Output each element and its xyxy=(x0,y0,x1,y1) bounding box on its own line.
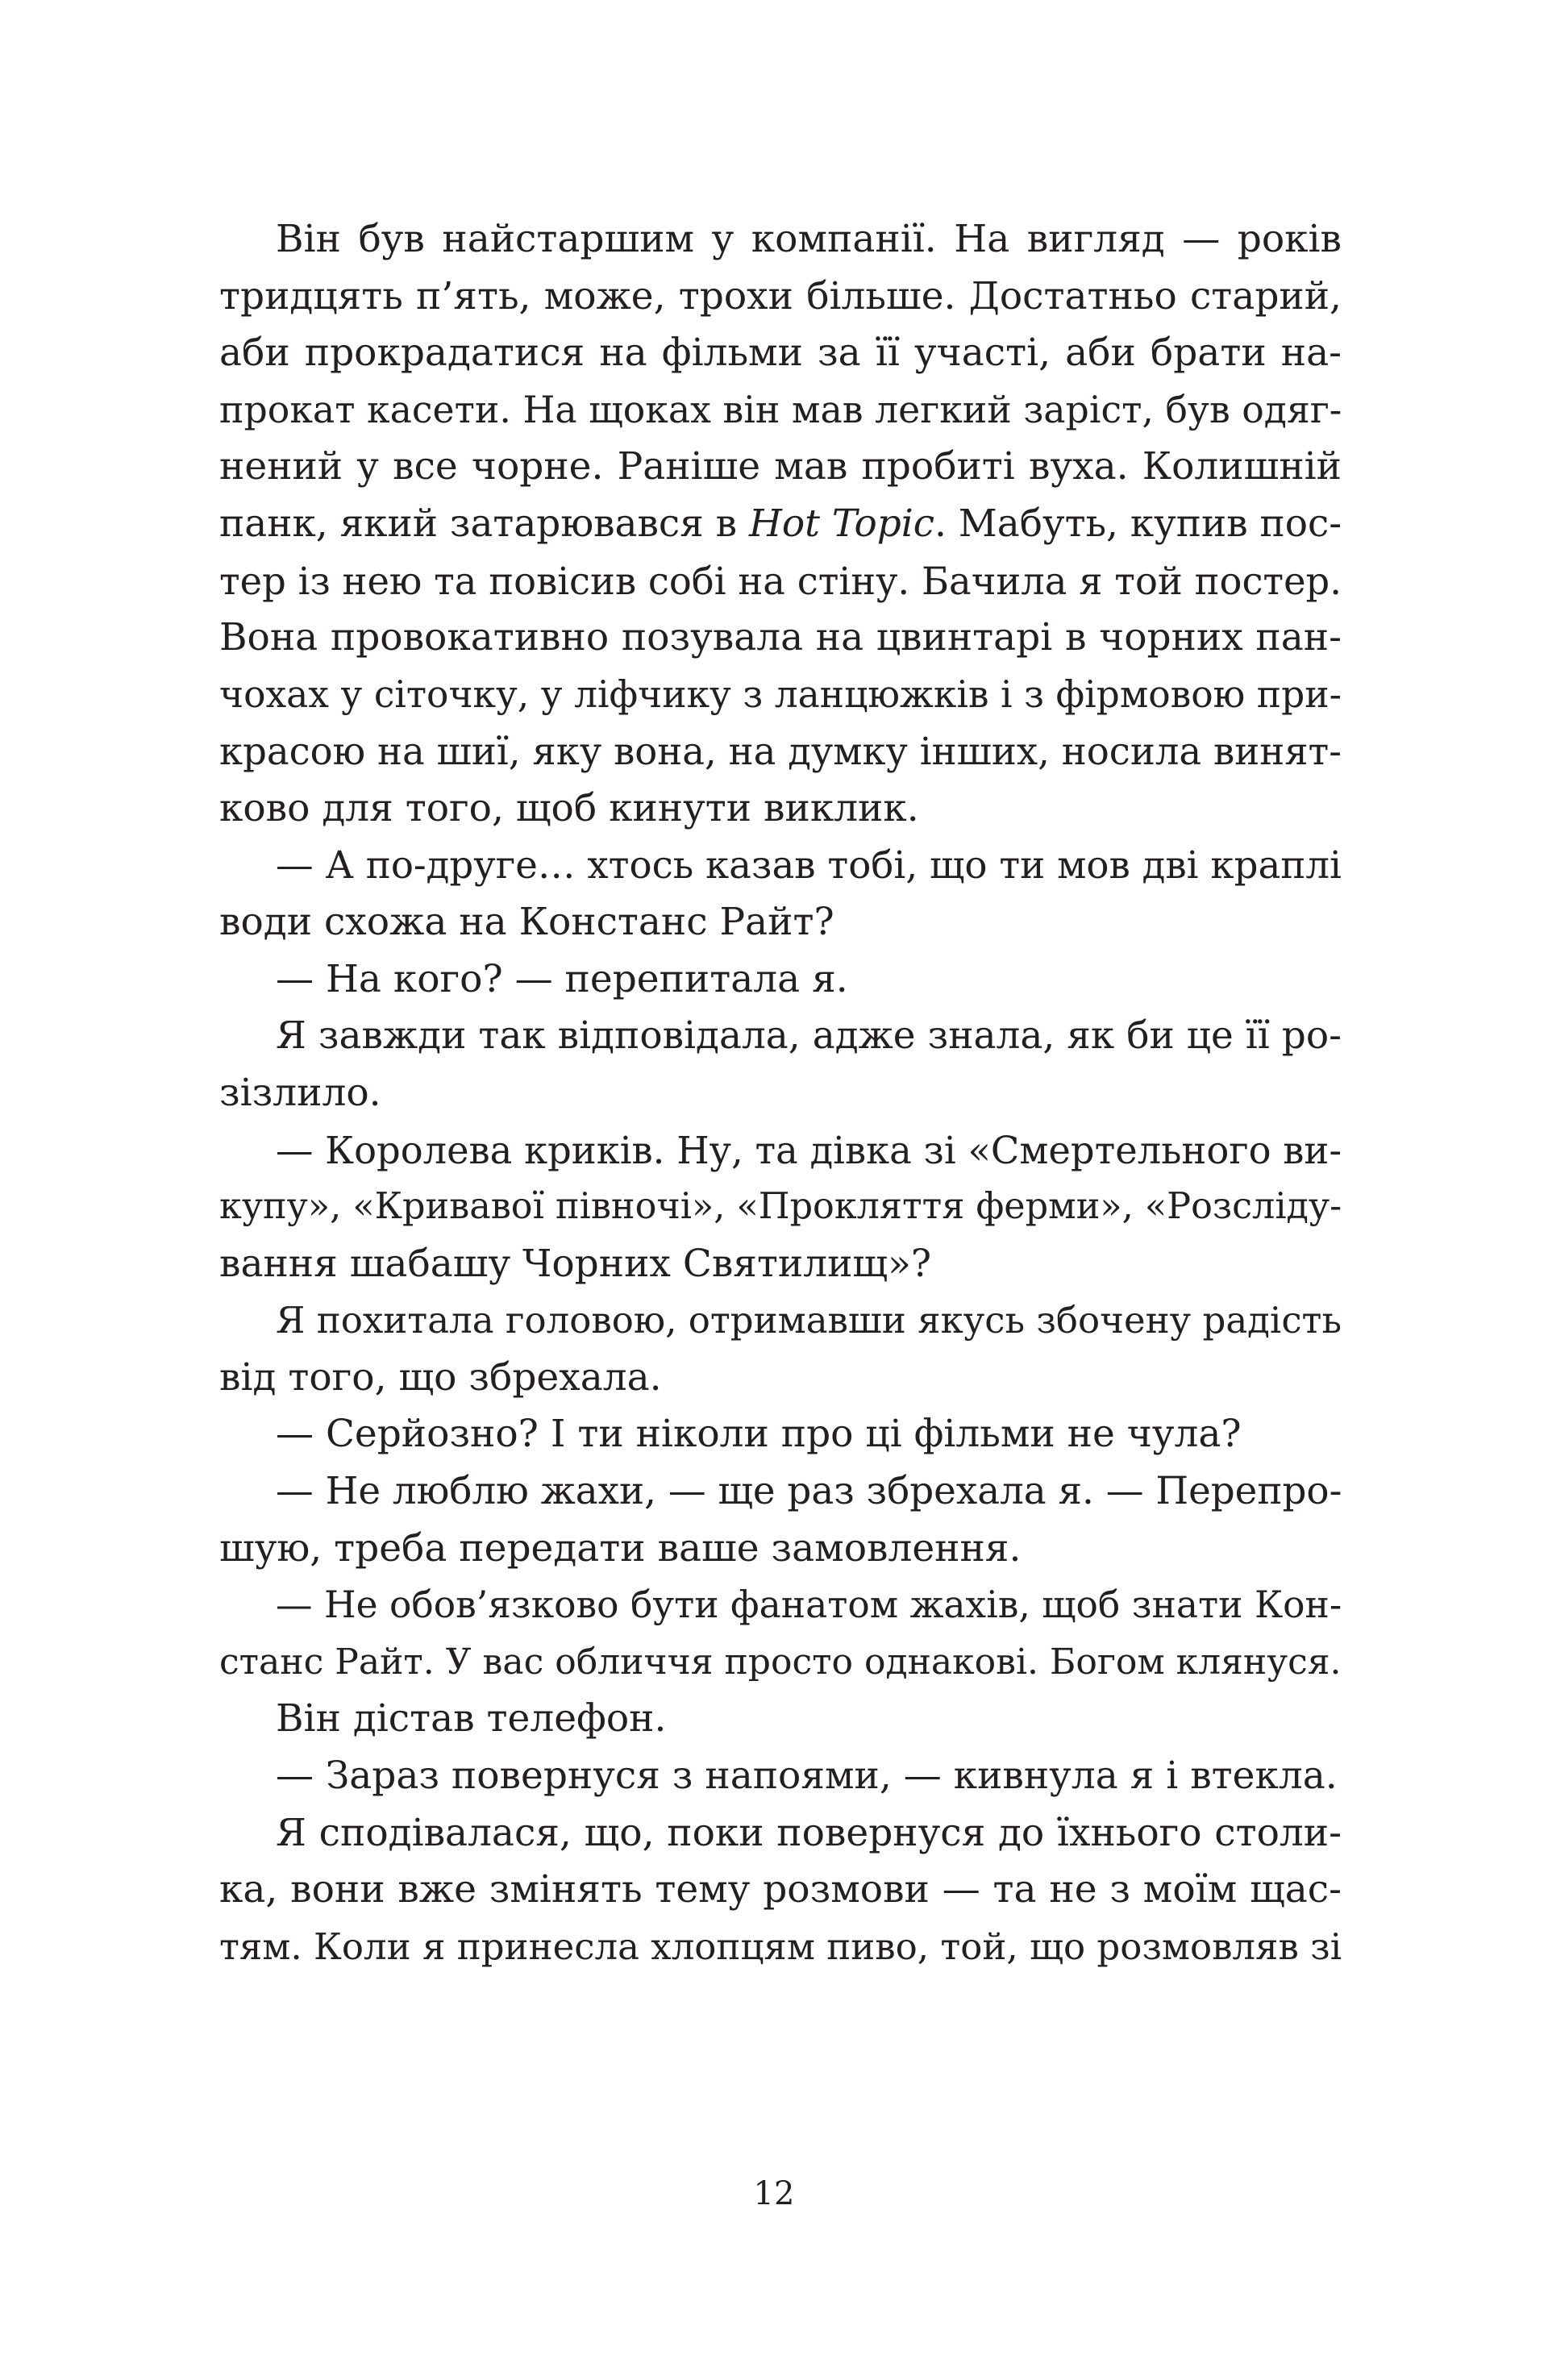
text-line: тер із нею та повісив собі на стіну. Бачила я той постер. xyxy=(219,559,1342,603)
text-line: Вона провокативно позувала на цвинтарі в чорних пан- xyxy=(219,615,1342,660)
text-line: — Не обов’язково бути фанатом жахів, щоб знати Кон- xyxy=(276,1583,1342,1627)
text-line: чохах у сіточку, у ліфчику з ланцюжків і з фірмовою при- xyxy=(219,672,1342,716)
text-line: прокат касети. На щоках він мав легкий заріст, був одяг- xyxy=(219,388,1342,431)
text-line: води схожа на Констанс Райт? xyxy=(219,900,834,945)
italic-title: Hot Topic xyxy=(748,501,934,546)
text-run: . Мабуть, купив пос- xyxy=(934,501,1342,546)
text-line: тридцять п’ять, може, трохи більше. Достатньо старий, xyxy=(219,273,1342,318)
text-line-with-italic xyxy=(219,496,1342,553)
text-run: панк, який затарювався в xyxy=(219,501,749,546)
body-text xyxy=(219,211,1342,1975)
text-line: тям. Коли я принесла хлопцям пиво, той, що розмовляв зі xyxy=(219,1924,1342,1968)
text-line: від того, що збрехала. xyxy=(219,1354,662,1400)
text-line: зізлило. xyxy=(219,1070,381,1115)
text-line: — Не люблю жахи, — ще раз збрехала я. — Перепро- xyxy=(276,1470,1342,1514)
text-line: ка, вони вже змінять тему розмови — та не з моїм щас- xyxy=(219,1867,1342,1912)
text-line: — А по-друге… хтось казав тобі, що ти мов дві краплі xyxy=(276,843,1342,888)
text-line: — На кого? — перепитала я. xyxy=(276,956,848,1001)
text-line: купу», «Кривавої півночі», «Прокляття ферми», «Розсліду- xyxy=(219,1186,1342,1228)
text-line: аби прокрадатися на фільми за її участі, аби брати на- xyxy=(219,331,1342,376)
text-line: нений у все чорне. Раніше мав пробиті вуха. Колишній xyxy=(219,444,1342,489)
text-line: — Зараз повернуся з напоями, — кивнула я і втекла. xyxy=(276,1754,1338,1799)
text-line: Я завжди так відповідала, адже знала, як би це її ро- xyxy=(276,1013,1342,1059)
text-line: красою на шиї, яку вона, на думку інших, носила винят- xyxy=(219,730,1342,774)
page-number: 12 xyxy=(753,2175,795,2212)
text-line: Я сподівалася, що, поки повернуся до їхнього столи- xyxy=(276,1810,1342,1855)
text-line: — Серйозно? І ти ніколи про ці фільми не чула? xyxy=(276,1412,1242,1457)
text-line: шую, треба передати ваше замовлення. xyxy=(219,1525,1022,1571)
text-line: ково для того, щоб кинути виклик. xyxy=(219,785,919,830)
text-line: вання шабашу Чорних Святилищ»? xyxy=(219,1241,932,1286)
text-line: — Королева криків. Ну, та дівка зі «Смертельного ви- xyxy=(276,1128,1342,1172)
text-line: Він був найстаршим у компанії. На вигляд — років xyxy=(276,217,1342,261)
text-line: станс Райт. У вас обличчя просто однакові. Богом клянуся. xyxy=(219,1641,1342,1683)
text-line: Я похитала головою, отримавши якусь збочену радість xyxy=(276,1299,1342,1342)
text-line: Він дістав телефон. xyxy=(276,1696,667,1741)
